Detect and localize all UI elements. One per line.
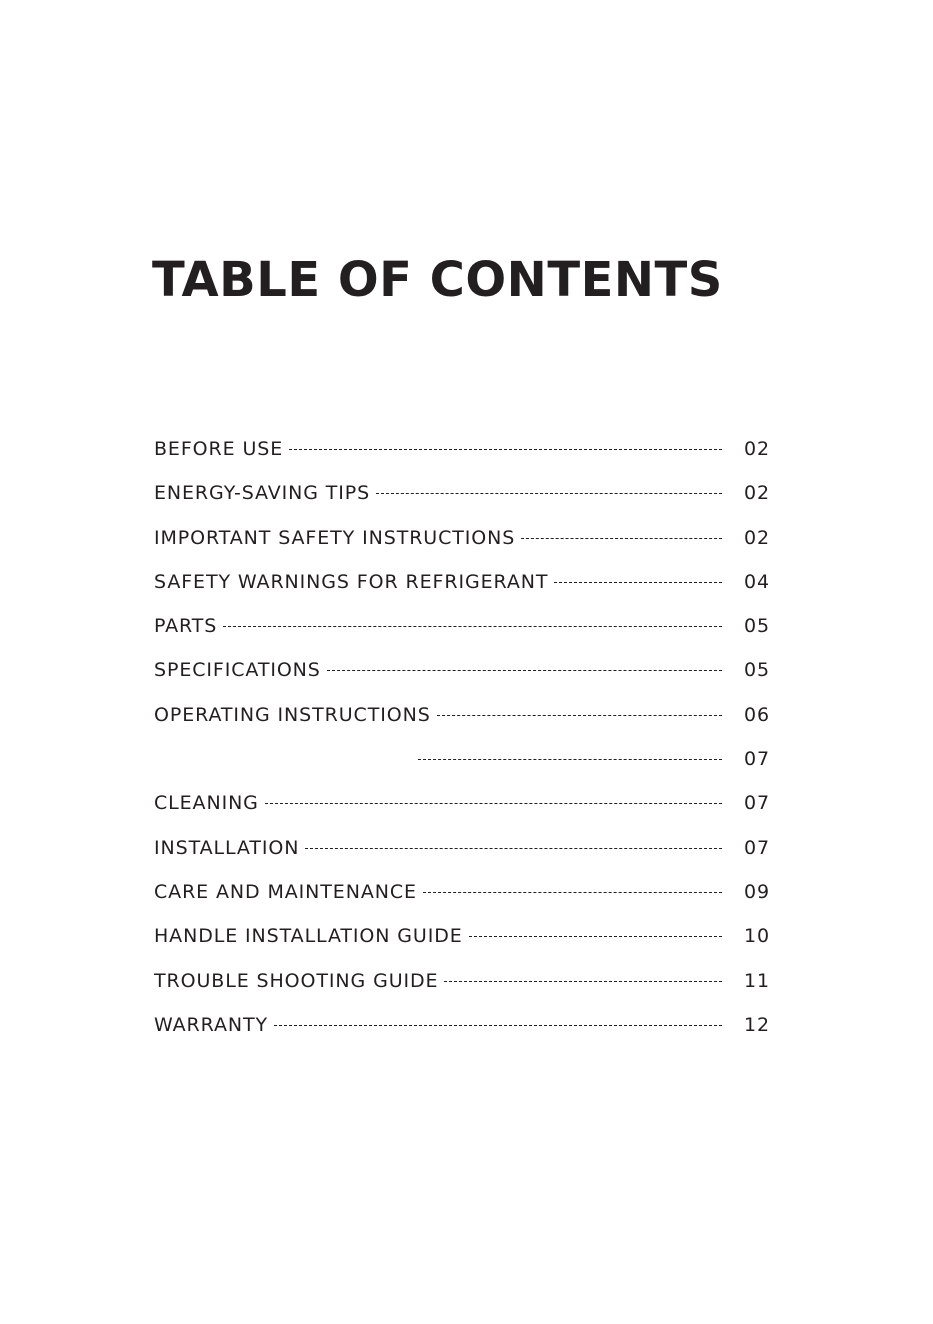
toc-entry-label: SAFETY WARNINGS FOR REFRIGERANT — [154, 570, 549, 593]
toc-entry-label: INSTALLATION — [154, 836, 300, 859]
toc-entry-label: IMPORTANT SAFETY INSTRUCTIONS — [154, 526, 516, 549]
toc-entry-label: TROUBLE SHOOTING GUIDE — [154, 969, 439, 992]
dotted-leader — [274, 1025, 722, 1026]
toc-entry-page-number: 07 — [744, 792, 770, 815]
toc-entry-trouble-shooting-guide[interactable] — [154, 964, 770, 1008]
dotted-leader — [265, 803, 722, 804]
dotted-leader — [305, 848, 722, 849]
toc-entry-page-number: 02 — [744, 482, 770, 505]
dotted-leader — [554, 582, 722, 583]
toc-entry-label: WARRANTY — [154, 1013, 269, 1036]
dotted-leader — [223, 626, 722, 627]
toc-entry-care-and-maintenance[interactable] — [154, 875, 770, 919]
toc-entry-page-number: 07 — [744, 748, 770, 771]
toc-entry-page-number: 09 — [744, 880, 770, 903]
toc-entry-handle-installation-guide[interactable] — [154, 919, 770, 963]
page-title: TABLE OF CONTENTS — [152, 252, 723, 308]
toc-entry-page-number: 10 — [744, 925, 770, 948]
toc-entry-page-number: 04 — [744, 570, 770, 593]
toc-entry-page-number: 06 — [744, 703, 770, 726]
toc-entry-label: ENERGY-SAVING TIPS — [154, 482, 371, 505]
toc-entry-safety-warnings-refrigerant[interactable] — [154, 565, 770, 609]
toc-entry-page-number: 05 — [744, 615, 770, 638]
toc-entry-label: PARTS — [154, 615, 218, 638]
dotted-leader — [521, 538, 722, 539]
toc-entry-important-safety-instructions[interactable] — [154, 521, 770, 565]
dotted-leader — [327, 670, 722, 671]
toc-entry-label: SPECIFICATIONS — [154, 659, 321, 682]
toc-entry-page-number: 12 — [744, 1013, 770, 1036]
toc-entry-page-number: 05 — [744, 659, 770, 682]
toc-entry-energy-saving-tips[interactable] — [154, 476, 770, 520]
toc-entry-unlabeled[interactable] — [154, 742, 770, 786]
toc-entry-label: BEFORE USE — [154, 438, 284, 460]
dotted-leader — [444, 981, 722, 982]
toc-entry-parts[interactable] — [154, 609, 770, 653]
toc-entry-cleaning[interactable] — [154, 786, 770, 830]
toc-entry-label: OPERATING INSTRUCTIONS — [154, 703, 431, 726]
dotted-leader — [289, 449, 722, 450]
toc-entry-installation[interactable] — [154, 831, 770, 875]
dotted-leader — [437, 715, 722, 716]
dotted-leader — [423, 892, 722, 893]
toc-entry-operating-instructions[interactable] — [154, 698, 770, 742]
toc-entry-label: HANDLE INSTALLATION GUIDE — [154, 925, 463, 948]
toc-entry-page-number: 02 — [744, 438, 770, 460]
toc-entry-page-number: 11 — [744, 969, 770, 992]
dotted-leader — [376, 493, 722, 494]
table-of-contents — [154, 432, 770, 1052]
dotted-leader — [418, 759, 722, 760]
toc-entry-warranty[interactable] — [154, 1008, 770, 1052]
toc-entry-specifications[interactable] — [154, 653, 770, 697]
toc-entry-page-number: 02 — [744, 526, 770, 549]
toc-entry-page-number: 07 — [744, 836, 770, 859]
toc-entry-label: CARE AND MAINTENANCE — [154, 880, 417, 903]
toc-entry-label: CLEANING — [154, 792, 259, 815]
dotted-leader — [469, 936, 722, 937]
toc-entry-before-use[interactable] — [154, 432, 770, 476]
